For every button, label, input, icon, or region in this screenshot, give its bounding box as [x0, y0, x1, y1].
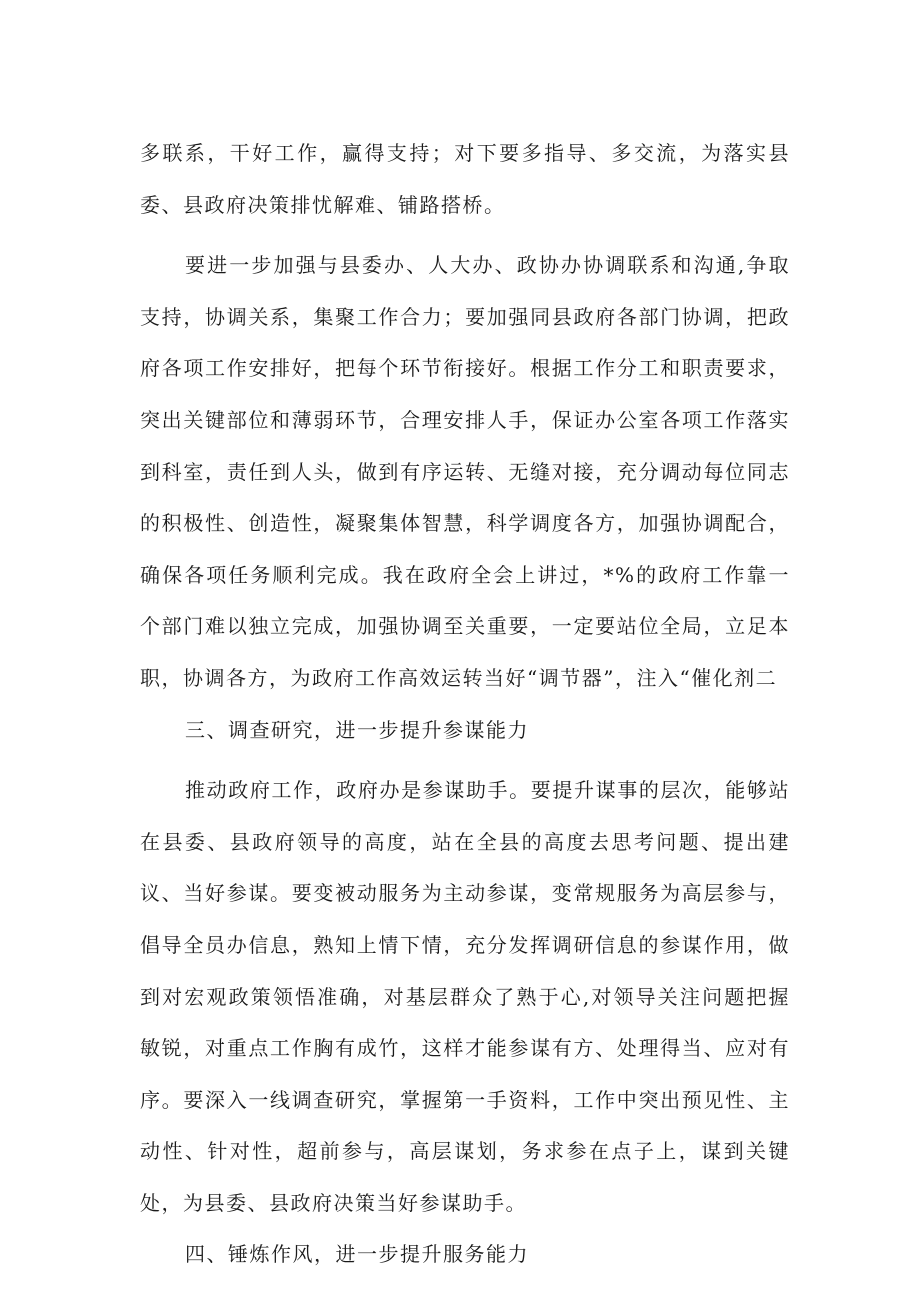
section-heading-4: 四、锤炼作风，进一步提升服务能力 — [185, 1242, 529, 1267]
paragraph-research: 推动政府工作，政府办是参谋助手。要提升谋事的层次，能够站在县委、县政府领导的高度，站在全县的高度去思考问题、提出建议、当好参谋。要变被动服务为主动参谋，变常规服务为高层参与，倡导全员办信息，熟知上情下情，充分发挥调研信息的参谋作用，做到对宏观政策领悟准确，对基层群众了熟于心,对领导关注问题把握敏锐，对重点工作胸有成竹，这样才能参谋有方、处理得当、应对有序。要深入一线调查研究，掌握第一手资料，工作中突出预见性、主动性、针对性，超前参与，高层谋划，务求参在点子上，谋到关键处，为县委、县政府决策当好参谋助手。 — [140, 778, 790, 1215]
paragraph-continuation: 多联系，干好工作，赢得支持；对下要多指导、多交流，为落实县委、县政府决策排忧解难、铺路搭桥。 — [140, 141, 790, 217]
document-body — [140, 128, 790, 1281]
paragraph-coordination: 要进一步加强与县委办、人大办、政协办协调联系和沟通,争取支持，协调关系，集聚工作合力；要加强同县政府各部门协调，把政府各项工作安排好，把每个环节衔接好。根据工作分工和职责要求，突出关键部位和薄弱环节，合理安排人手，保证办公室各项工作落实到科室，责任到人头，做到有序运转、无缝对接，充分调动每位同志的积极性、创造性，凝聚集体智慧，科学调度各方，加强协调配合，确保各项任务顺利完成。我在政府全会上讲过，*%的政府工作靠一个部门难以独立完成，加强协调至关重要，一定要站位全局，立足本职，协调各方，为政府工作高效运转当好“调节器”，注入“催化剂二 — [140, 253, 790, 690]
section-heading-3: 三、调查研究，进一步提升参谋能力 — [185, 717, 529, 742]
